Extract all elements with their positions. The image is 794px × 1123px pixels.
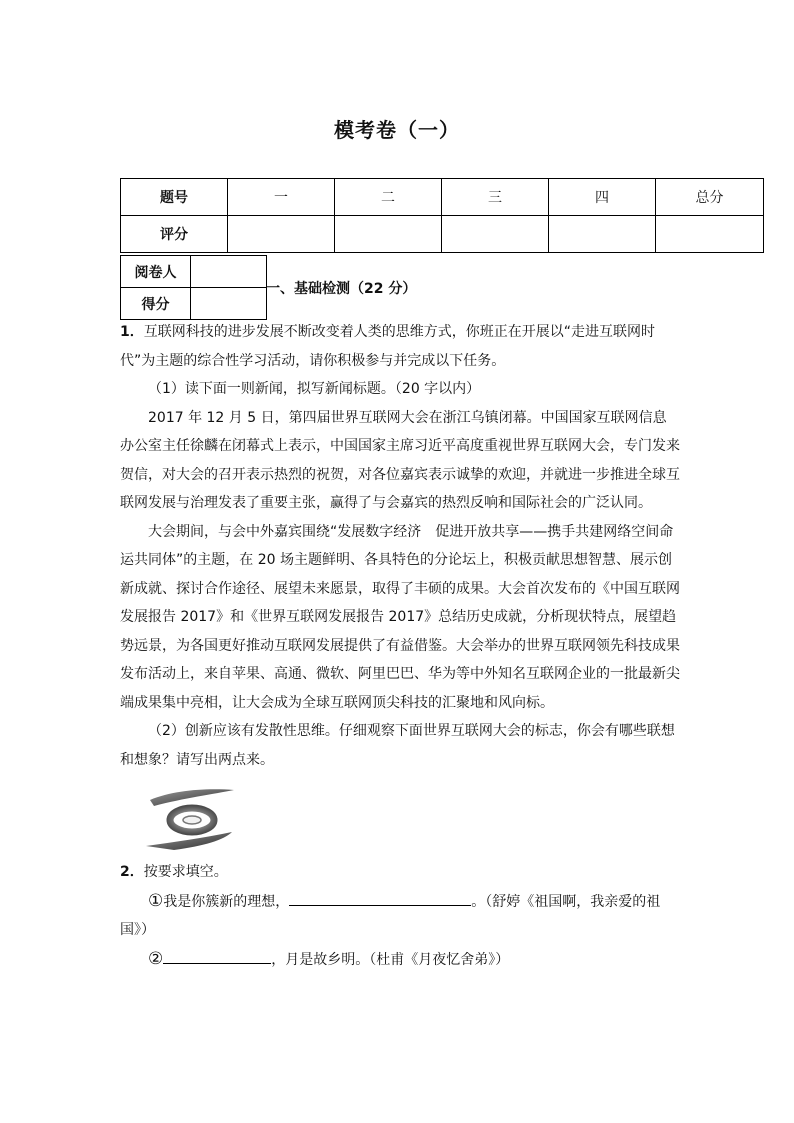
score-header-cell: 总分 xyxy=(656,179,764,216)
grader-cell xyxy=(191,256,267,288)
score-table xyxy=(120,178,764,253)
grader-score-cell xyxy=(191,288,267,320)
question-1-sub-1: （1）读下面一则新闻，拟写新闻标题。（20 字以内） xyxy=(148,381,481,397)
question-1 xyxy=(120,318,680,375)
fill-blank-item-2 xyxy=(120,945,680,975)
score-header-cell: 一 xyxy=(228,179,335,216)
question-number: 2． xyxy=(120,864,144,880)
question-2 xyxy=(120,858,680,887)
exam-title: 模考卷（一） xyxy=(334,118,460,142)
score-header-cell: 三 xyxy=(442,179,549,216)
question-number: 1． xyxy=(120,324,144,340)
score-cell xyxy=(228,216,335,253)
score-row-label: 评分 xyxy=(121,216,228,253)
question-body xyxy=(120,318,680,974)
score-header-cell: 题号 xyxy=(121,179,228,216)
poem-source: ，月是故乡明。（杜甫《月夜忆舍弟》） xyxy=(271,951,510,968)
poem-source: 。（舒婷《祖国啊，我亲爱的祖国》） xyxy=(120,893,661,938)
question-text: 互联网科技的进步发展不断改变着人类的思维方式，你班正在开展以“走进互联网时代”为主题的综合性学习活动，请你积极参与并完成以下任务。 xyxy=(120,324,656,369)
score-cell xyxy=(549,216,656,253)
news-paragraph-1: 2017 年 12 月 5 日，第四届世界互联网大会在浙江乌镇闭幕。中国国家互联网信息办公室主任徐麟在闭幕式上表示，中国国家主席习近平高度重视世界互联网大会，专门发来贺信，对大会的召开表示热烈的祝贺，对各位嘉宾表示诚挚的欢迎，并就进一步推进全球互联网发展与治理发表了重要主张，赢得了与会嘉宾的热烈反响和国际社会的广泛认同。 xyxy=(120,409,680,511)
section-title: 一、基础检测（22 分） xyxy=(266,281,417,297)
item-marker: ① xyxy=(148,890,164,911)
score-table-score-row xyxy=(121,216,764,253)
answer-blank[interactable] xyxy=(289,887,471,906)
score-cell xyxy=(656,216,764,253)
grader-score-label: 得分 xyxy=(121,288,191,320)
score-cell xyxy=(335,216,442,253)
poem-line: 我是你簇新的理想， xyxy=(163,893,290,910)
score-header-cell: 四 xyxy=(549,179,656,216)
news-paragraph-2: 大会期间，与会中外嘉宾围绕“发展数字经济 促进开放共享——携手共建网络空间命运共同体”的主题，在 20 场主题鲜明、各具特色的分论坛上，积极贡献思想智慧、展示创新成就、探讨合作途径、展望未来愿景，取得了丰硕的成果。大会首次发布的《中国互联网发展报告 2017》和《世界互联网发展报告 2017》总结历史成就，分析现状特点，展望趋势远景，为各国更好推动互联网发展提供了有益借鉴。大会举办的世界互联网领先科技成果发布活动上，来自苹果、高通、微软、阿里巴巴、华为等中外知名互联网企业的一批最新尖端成果集中亮相，让大会成为全球互联网顶尖科技的汇聚地和风向标。 xyxy=(120,523,680,711)
question-1-sub-2: （2）创新应该有发散性思维。仔细观察下面世界互联网大会的标志，你会有哪些联想和想象？请写出两点来。 xyxy=(120,723,675,768)
fill-blank-item-1 xyxy=(120,887,680,945)
score-table-header-row xyxy=(121,179,764,216)
world-internet-conference-logo-icon xyxy=(144,786,240,852)
score-cell xyxy=(442,216,549,253)
question-text: 按要求填空。 xyxy=(143,864,228,880)
answer-blank[interactable] xyxy=(163,945,271,964)
score-header-cell: 二 xyxy=(335,179,442,216)
grader-table xyxy=(120,255,267,320)
conference-logo-icon xyxy=(144,786,680,854)
item-marker: ② xyxy=(148,948,164,969)
grader-label: 阅卷人 xyxy=(121,256,191,288)
